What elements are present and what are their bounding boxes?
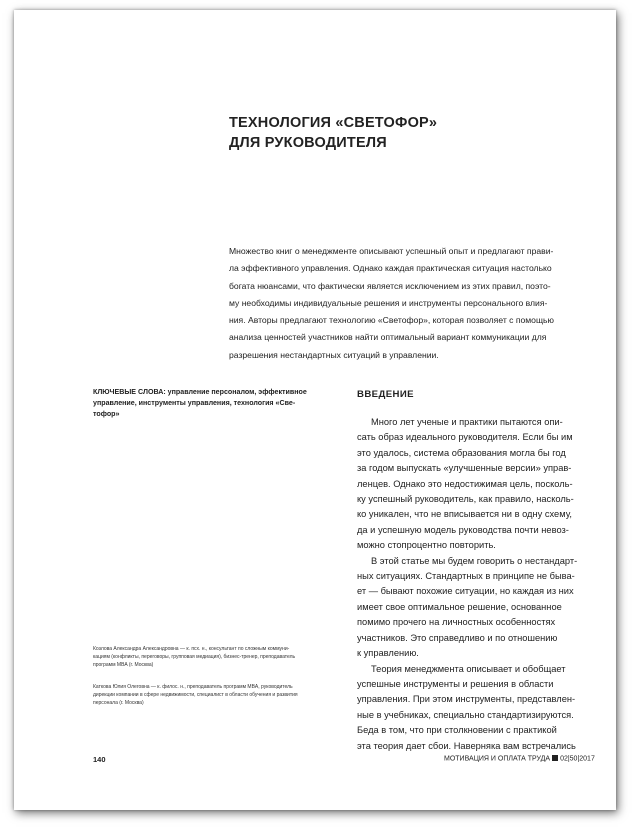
body-line: успешные инструменты и решения в области [357, 678, 554, 689]
body-line: ные в учебниках, специально стандартизируются. [357, 709, 574, 720]
body-line: Беда в том, что при столкновении с практикой [357, 725, 557, 736]
body-line: В этой статье мы будем говорить о нестандарт- [371, 555, 578, 566]
body-line: эта теория дает сбои. Наверняка вам встречались [357, 740, 576, 751]
keywords-line: тофор» [93, 410, 120, 418]
abstract-line: му необходимы индивидуальные решения и инструменты персонального влия- [229, 297, 548, 308]
article-title [229, 113, 569, 153]
body-line: помимо прочего на личностных особенностях [357, 617, 556, 628]
page-number: 140 [93, 755, 106, 764]
abstract-line: ния. Авторы предлагают технологию «Светофор», которая позволяет с помощью [229, 315, 554, 326]
body-line: ку успешный руководитель, как правило, насколь- [357, 494, 574, 505]
body-line: за годом выпускать «улучшенные версии» управ- [357, 463, 572, 474]
body-line: Теория менеджмента описывает и обобщает [371, 663, 566, 674]
body-line: можно стопроцентно повторить. [357, 540, 496, 551]
author-line: программ MBA (г. Москва) [93, 662, 154, 669]
article-abstract [229, 243, 607, 364]
body-line: ко уникален, что не вписывается ни в одну схему, [357, 509, 573, 520]
abstract-line: анализа ценностей участников найти оптимальный вариант коммуникации для [229, 332, 547, 343]
author-line: дирекции компании в сфере недвижимости, специалист в области обучения и развития [93, 691, 298, 698]
author-line: персонала (г. Москва) [93, 700, 144, 707]
abstract-line: разрешения нестандартных ситуаций в управлении. [229, 349, 439, 360]
title-line: ТЕХНОЛОГИЯ «СВЕТОФОР» [229, 115, 438, 131]
journal-footer [444, 755, 595, 763]
body-line: ет — бывают похожие ситуации, но каждая из них [357, 586, 574, 597]
body-line: это удалось, система образования могла бы год [357, 447, 566, 458]
section-heading: ВВЕДЕНИЕ [357, 389, 414, 400]
keywords-line: КЛЮЧЕВЫЕ СЛОВА: управление персоналом, эффективное [93, 388, 307, 396]
keywords-block [93, 387, 333, 420]
journal-name: МОТИВАЦИЯ И ОПЛАТА ТРУДА [444, 755, 551, 763]
journal-page [14, 10, 616, 810]
keywords-line: управление, инструменты управления, технология «Све- [93, 399, 296, 407]
square-icon [552, 755, 558, 761]
body-line: участников. Это справедливо и по отношению [357, 632, 558, 643]
body-line: Много лет ученые и практики пытаются опи- [371, 417, 563, 427]
journal-issue: 02|50|2017 [560, 755, 595, 763]
body-line: да и успешную модель руководства почти невоз- [357, 524, 569, 535]
author-line: Каткова Юлия Олеговна — к. филос. н., преподаватель программ MBA, руководитель [93, 683, 293, 690]
abstract-line: Множество книг о менеджменте описывают успешный опыт и предлагают прави- [229, 246, 554, 256]
author-info [93, 645, 338, 670]
abstract-line: богата нюансами, что фактически является исключением из этих правил, поэто- [229, 280, 551, 291]
body-line: ленцев. Однако это недостижимая цель, посколь- [357, 478, 573, 489]
body-line: имеет свое оптимальное решение, основанное [357, 601, 562, 612]
author-line: Козлова Александра Александровна — к. псх. н., консультант по сложным коммуни- [93, 646, 290, 652]
body-line: сать образ идеального руководителя. Если бы им [357, 432, 573, 443]
body-line: управления. При этом инструменты, представлен- [357, 694, 576, 705]
title-line: ДЛЯ РУКОВОДИТЕЛЯ [229, 135, 387, 151]
author-info [93, 683, 338, 708]
authors-block [93, 645, 338, 707]
author-line: кациям (конфликты, переговоры, групповая медиация), бизнес-тренер, преподаватель [93, 654, 296, 661]
abstract-line: ла эффективного управления. Однако каждая практическая ситуация настолько [229, 263, 552, 274]
body-line: к управлению. [357, 648, 419, 659]
body-text [357, 415, 607, 754]
body-line: ных ситуациях. Стандартных в принципе не быва- [357, 571, 575, 582]
